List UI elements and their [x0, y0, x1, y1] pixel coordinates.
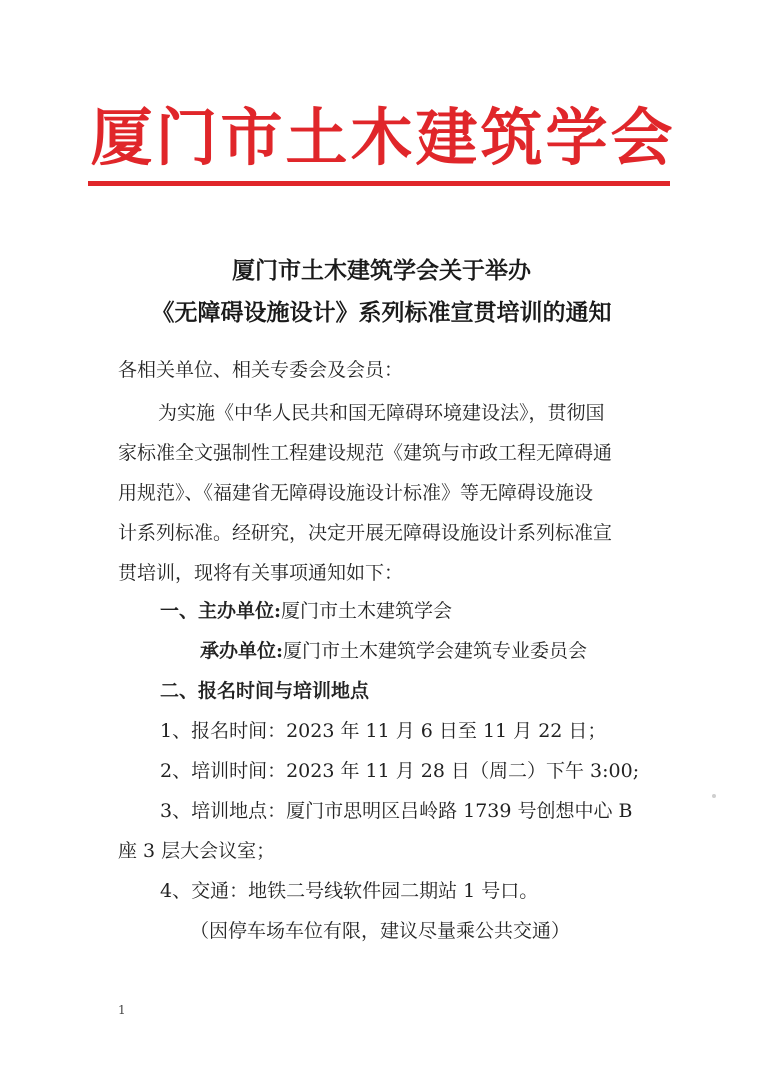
co-organizer-value: 厦门市土木建筑学会建筑专业委员会 — [283, 640, 588, 662]
info-item: 2、培训时间：2023 年 11 月 28 日（周二）下午 3:00; — [160, 760, 640, 782]
intro-line: 用规范》、《福建省无障碍设施设计标准》等无障碍设施设 — [118, 482, 594, 504]
org-letterhead-title: 厦门市土木建筑学会 — [90, 101, 676, 174]
co-organizer-label: 承办单位: — [200, 640, 284, 662]
info-item: 3、培训地点：厦门市思明区吕岭路 1739 号创想中心 B — [160, 800, 633, 822]
organizer-row — [160, 598, 452, 624]
notice-title-line2: 《无障碍设施设计》系列标准宣贯培训的通知 — [151, 299, 612, 326]
info-item: 1、报名时间：2023 年 11 月 6 日至 11 月 22 日； — [160, 720, 607, 742]
intro-line: 家标准全文强制性工程建设规范《建筑与市政工程无障碍通 — [118, 442, 613, 464]
organizer-label: 一、主办单位: — [160, 600, 282, 622]
page-number: 1 — [118, 1003, 126, 1017]
salutation: 各相关单位、相关专委会及会员： — [118, 359, 404, 381]
notice-title-line1: 厦门市土木建筑学会关于举办 — [232, 257, 531, 284]
intro-line: 计系列标准。经研究，决定开展无障碍设施设计系列标准宣 — [118, 522, 613, 544]
info-note: （因停车场车位有限，建议尽量乘公共交通） — [190, 920, 571, 942]
info-item: 座 3 层大会议室； — [118, 840, 276, 862]
section2-heading: 二、报名时间与培训地点 — [160, 680, 370, 702]
intro-line: 为实施《中华人民共和国无障碍环境建设法》，贯彻国 — [158, 402, 605, 424]
letterhead-red-rule — [88, 181, 670, 186]
co-organizer-row — [200, 638, 587, 664]
intro-line: 贯培训，现将有关事项通知如下： — [118, 562, 404, 584]
organizer-value: 厦门市土木建筑学会 — [281, 600, 453, 622]
scan-speck — [712, 794, 716, 798]
info-item: 4、交通：地铁二号线软件园二期站 1 号口。 — [160, 880, 539, 902]
